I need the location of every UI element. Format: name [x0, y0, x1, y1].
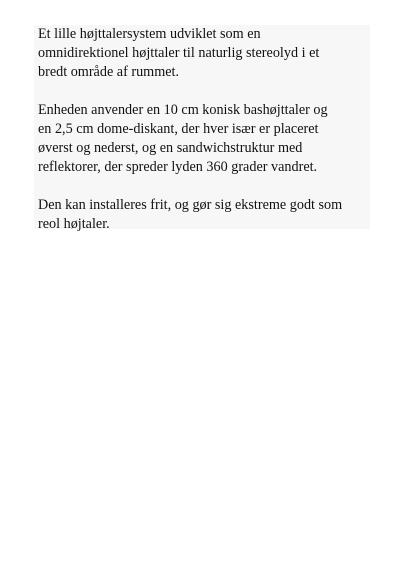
paragraph-construction: Enheden anvender en 10 cm konisk bashøjttaler og en 2,5 cm dome-diskant, der hver især er placeret øverst og nederst, og en sandwichstruktur med reflektorer, der spreder lyden 360 grader vandret.	[38, 102, 328, 175]
text-block	[34, 25, 370, 232]
paragraph-placement: Den kan installeres frit, og gør sig ekstreme godt som reol højtaler.	[38, 197, 343, 232]
paragraph-intro: Et lille højttalersystem udviklet som en omnidirektionel højttaler til naturlig stereolyd i et bredt område af rummet.	[38, 26, 320, 80]
